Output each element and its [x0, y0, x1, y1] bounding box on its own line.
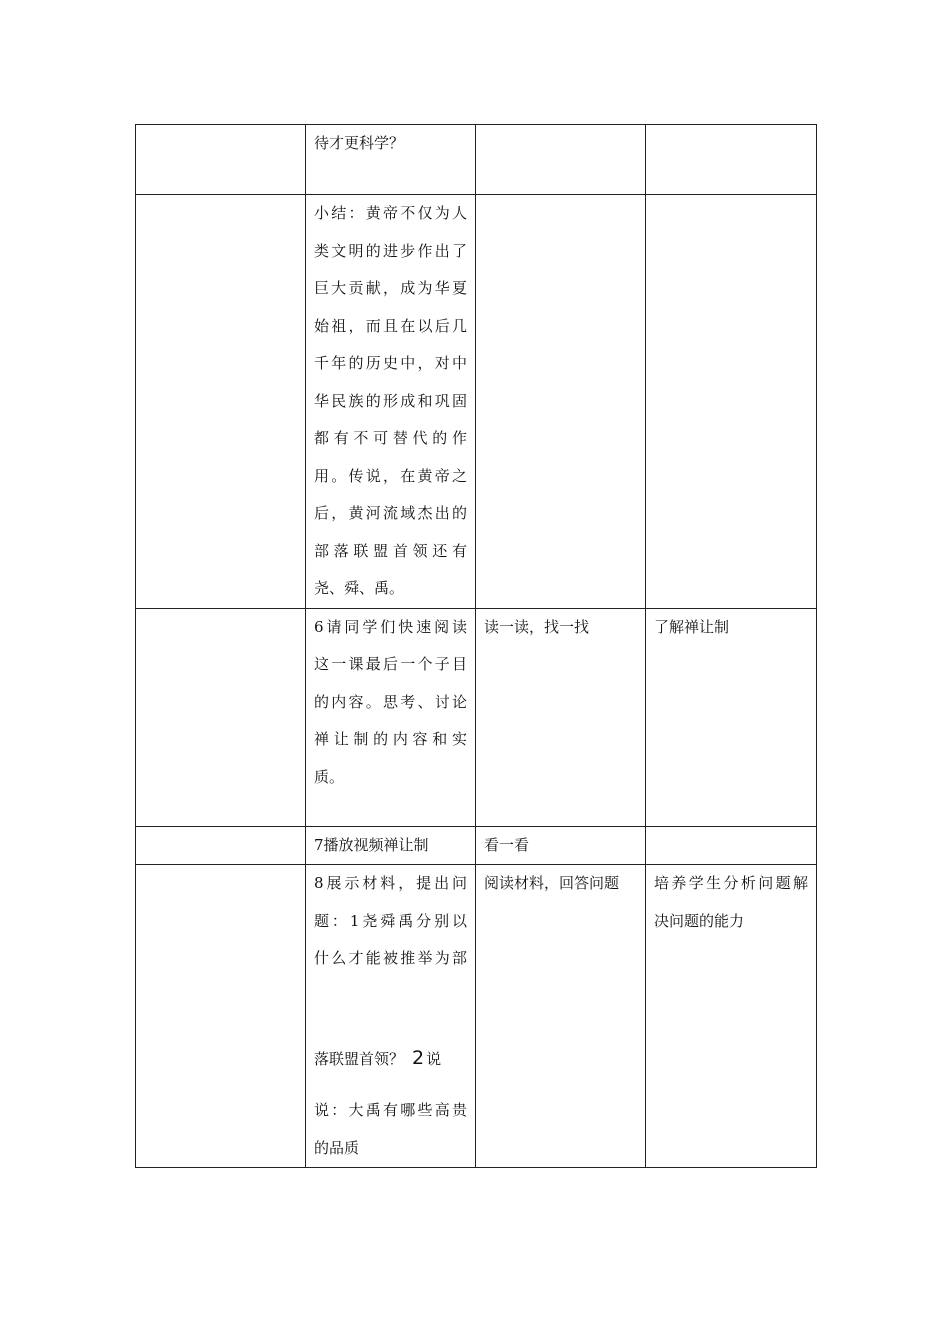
- text-fragment: 落联盟首领？: [314, 1049, 405, 1068]
- text-line: 培养学生分析问题解: [654, 874, 808, 892]
- table-row: [136, 865, 817, 1168]
- table-cell: 阅读材料，回答问题: [476, 865, 646, 1168]
- text-line: 禅让制的内容和实: [314, 730, 467, 748]
- spacer: [314, 1078, 467, 1092]
- text-line: 质。: [314, 767, 345, 786]
- table-row: [136, 608, 817, 826]
- text-line: 小结：黄帝不仅为人: [314, 204, 467, 222]
- table-cell: [136, 125, 306, 195]
- text-line: 始祖，而且在以后几: [314, 316, 467, 335]
- text-line: 华民族的形成和巩固: [314, 391, 467, 410]
- table-cell: 待才更科学？: [306, 125, 476, 195]
- text-line: [314, 1040, 467, 1079]
- table-row: [136, 826, 817, 865]
- text-line: 部落联盟首领还有: [314, 541, 467, 560]
- table-cell: [476, 125, 646, 195]
- table-cell: 7播放视频禅让制: [306, 826, 476, 865]
- table-cell: [306, 865, 476, 1168]
- table-row: [136, 195, 817, 609]
- text-line: 巨大贡献，成为华夏: [314, 279, 467, 297]
- text-line: 什么才能被推举为部: [314, 949, 467, 967]
- text-line: 的内容。思考、讨论: [314, 692, 467, 711]
- table-cell: [646, 195, 817, 609]
- table-cell: 读一读，找一找: [476, 608, 646, 826]
- table-cell: [306, 195, 476, 609]
- table-cell: [136, 195, 306, 609]
- table-cell: [136, 826, 306, 865]
- text-fragment: 说: [426, 1049, 442, 1068]
- table-cell: [136, 608, 306, 826]
- table-row: [136, 125, 817, 195]
- table-cell: [646, 125, 817, 195]
- text-line: 决问题的能力: [654, 911, 745, 930]
- table-cell: 了解禅让制: [646, 608, 817, 826]
- table-cell: [646, 865, 817, 1168]
- spacer: [314, 978, 467, 1040]
- text-line: 都有不可替代的作: [314, 429, 467, 447]
- text-line: 这一课最后一个子目: [314, 655, 467, 673]
- table-cell: [476, 195, 646, 609]
- table-cell: 看一看: [476, 826, 646, 865]
- text-line: 说：大禹有哪些高贵: [314, 1101, 467, 1119]
- text-line: 用。传说，在黄帝之: [314, 466, 467, 485]
- lesson-plan-table: [135, 124, 817, 1168]
- table-cell: [136, 865, 306, 1168]
- text-line: 类文明的进步作出了: [314, 241, 467, 260]
- text-line: 6请同学们快速阅读: [314, 617, 467, 636]
- text-line: 后，黄河流域杰出的: [314, 504, 467, 522]
- table-cell: [646, 826, 817, 865]
- text-line: 8展示材料，提出问: [314, 874, 467, 892]
- text-line: 尧、舜、禹。: [314, 579, 405, 597]
- text-line: 千年的历史中，对中: [314, 354, 467, 372]
- question-number: 2: [412, 1046, 425, 1069]
- text-line: 题：1尧舜禹分别以: [314, 911, 467, 930]
- table-cell: [306, 608, 476, 826]
- text-line: 的品质: [314, 1138, 360, 1157]
